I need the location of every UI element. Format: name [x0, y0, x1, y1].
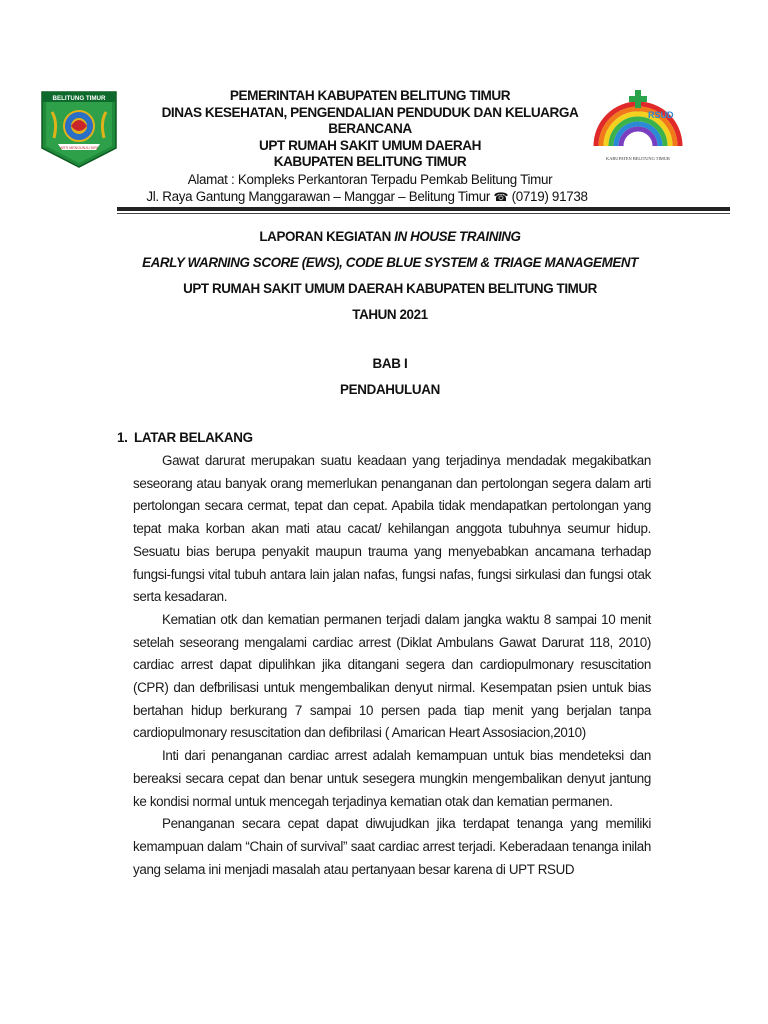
letterhead-regency: KABUPATEN BELITUNG TIMUR: [273, 154, 467, 169]
emblem-motto-text: ARTI MENGUNJU DIRI: [60, 146, 98, 150]
paragraph: Gawat darurat merupakan suatu keadaan yang terjadinya mendadak megakibatkan seseorang atau banyak orang memerlukan penanganan dan pertolongan segera dalam arti pertolongan secara cermat, tepat dan cepat. Apabila tidak mendapatkan pertolongan yang tepat maka korban akan mati atau cacat/ kehilangan anggota tubuhnya seumur hidup. Sesuatu bias berupa penyakit maupun trauma yang menyebabkan ancamana terhadap fungsi-fungsi vital tubuh antara lain jalan nafas, fungsi nafas, fungsi sirkulasi dan fungsi otak serta kesadaran.: [133, 453, 651, 605]
report-title-prefix: LAPORAN KEGIATAN: [259, 229, 395, 244]
paragraph: Kematian otk dan kematian permanen terjadi dalam jangka waktu 8 sampai 10 menit setelah seseorang mengalami cardiac arrest (Diklat Ambulans Gawat Darurat 118, 2010) cardiac arrest dapat dipulihkan jika ditangani segera dan cardiopulmonary resuscitation (CPR) dan defbrilisasi untuk mengembalikan denyut nirmal. Kesempatan psien untuk bias bertahan hidup berkurang 7 sampai 10 persen pada tiap menit yang berjalan tanpa cardiopulmonary resuscitation dan defibrilasi ( Amarican Heart Assosiacion,2010): [133, 611, 651, 741]
report-title-line-1: [130, 229, 650, 255]
section-body: [133, 450, 651, 881]
rsud-logo-text: RSUD: [648, 110, 674, 120]
letterhead-agency-cont: BERANCANA: [328, 121, 412, 136]
chapter-number: BAB I: [372, 356, 408, 371]
emblem-title-text: BELITUNG TIMUR: [52, 95, 106, 102]
letterhead: [120, 88, 620, 206]
report-title-line-3: UPT RUMAH SAKIT UMUM DAERAH KABUPATEN BELITUNG TIMUR: [183, 281, 597, 296]
section-heading: [117, 430, 253, 445]
section-number: 1.: [117, 430, 128, 445]
report-title-line-2: EARLY WARNING SCORE (EWS), CODE BLUE SYSTEM & TRIAGE MANAGEMENT: [142, 255, 638, 270]
report-title: [130, 229, 650, 333]
letterhead-divider-thick: [117, 207, 730, 211]
letterhead-divider-thin: [117, 213, 730, 214]
section-title: LATAR BELAKANG: [134, 430, 253, 445]
letterhead-agency: DINAS KESEHATAN, PENGENDALIAN PENDUDUK DAN KELUARGA: [161, 104, 579, 120]
letterhead-street-text: Jl. Raya Gantung Manggarawan – Manggar – Belitung Timur: [146, 188, 491, 204]
paragraph: Penanganan secara cepat dapat diwujudkan jika terdapat tenanga yang memiliki kemampuan dalam “Chain of survival” saat cardiac arrest terjadi. Keberadaan tenanga inilah yang selama ini menjadi masalah atau pertanyaan besar karena di UPT RSUD: [133, 816, 651, 877]
phone-icon: ☎: [493, 189, 509, 204]
letterhead-address: Alamat : Kompleks Perkantoran Terpadu Pemkab Belitung Timur: [187, 171, 553, 187]
letterhead-phone: (0719) 91738: [511, 188, 588, 204]
report-title-year: TAHUN 2021: [352, 307, 428, 322]
chapter-name: PENDAHULUAN: [339, 382, 441, 397]
belitung-timur-emblem-icon: [40, 88, 118, 168]
chapter-heading: [130, 356, 650, 408]
letterhead-government: PEMERINTAH KABUPATEN BELITUNG TIMUR: [229, 88, 511, 103]
rsud-logo-caption: KABUPATEN BELITUNG TIMUR: [606, 156, 670, 161]
letterhead-street: [114, 188, 620, 206]
paragraph: Inti dari penanganan cardiac arrest adalah kemampuan untuk bias mendeteksi dan bereaksi secara cepat dan benar untuk sesegera mungkin mengembalikan denyut jantung ke kondisi normal untuk mencegah terjadinya kematian otak dan kematian permanen.: [133, 748, 651, 809]
rsud-rainbow-logo-icon: [590, 88, 686, 172]
report-title-italic: IN HOUSE TRAINING: [394, 229, 521, 244]
letterhead-hospital: UPT RUMAH SAKIT UMUM DAERAH: [259, 137, 481, 153]
